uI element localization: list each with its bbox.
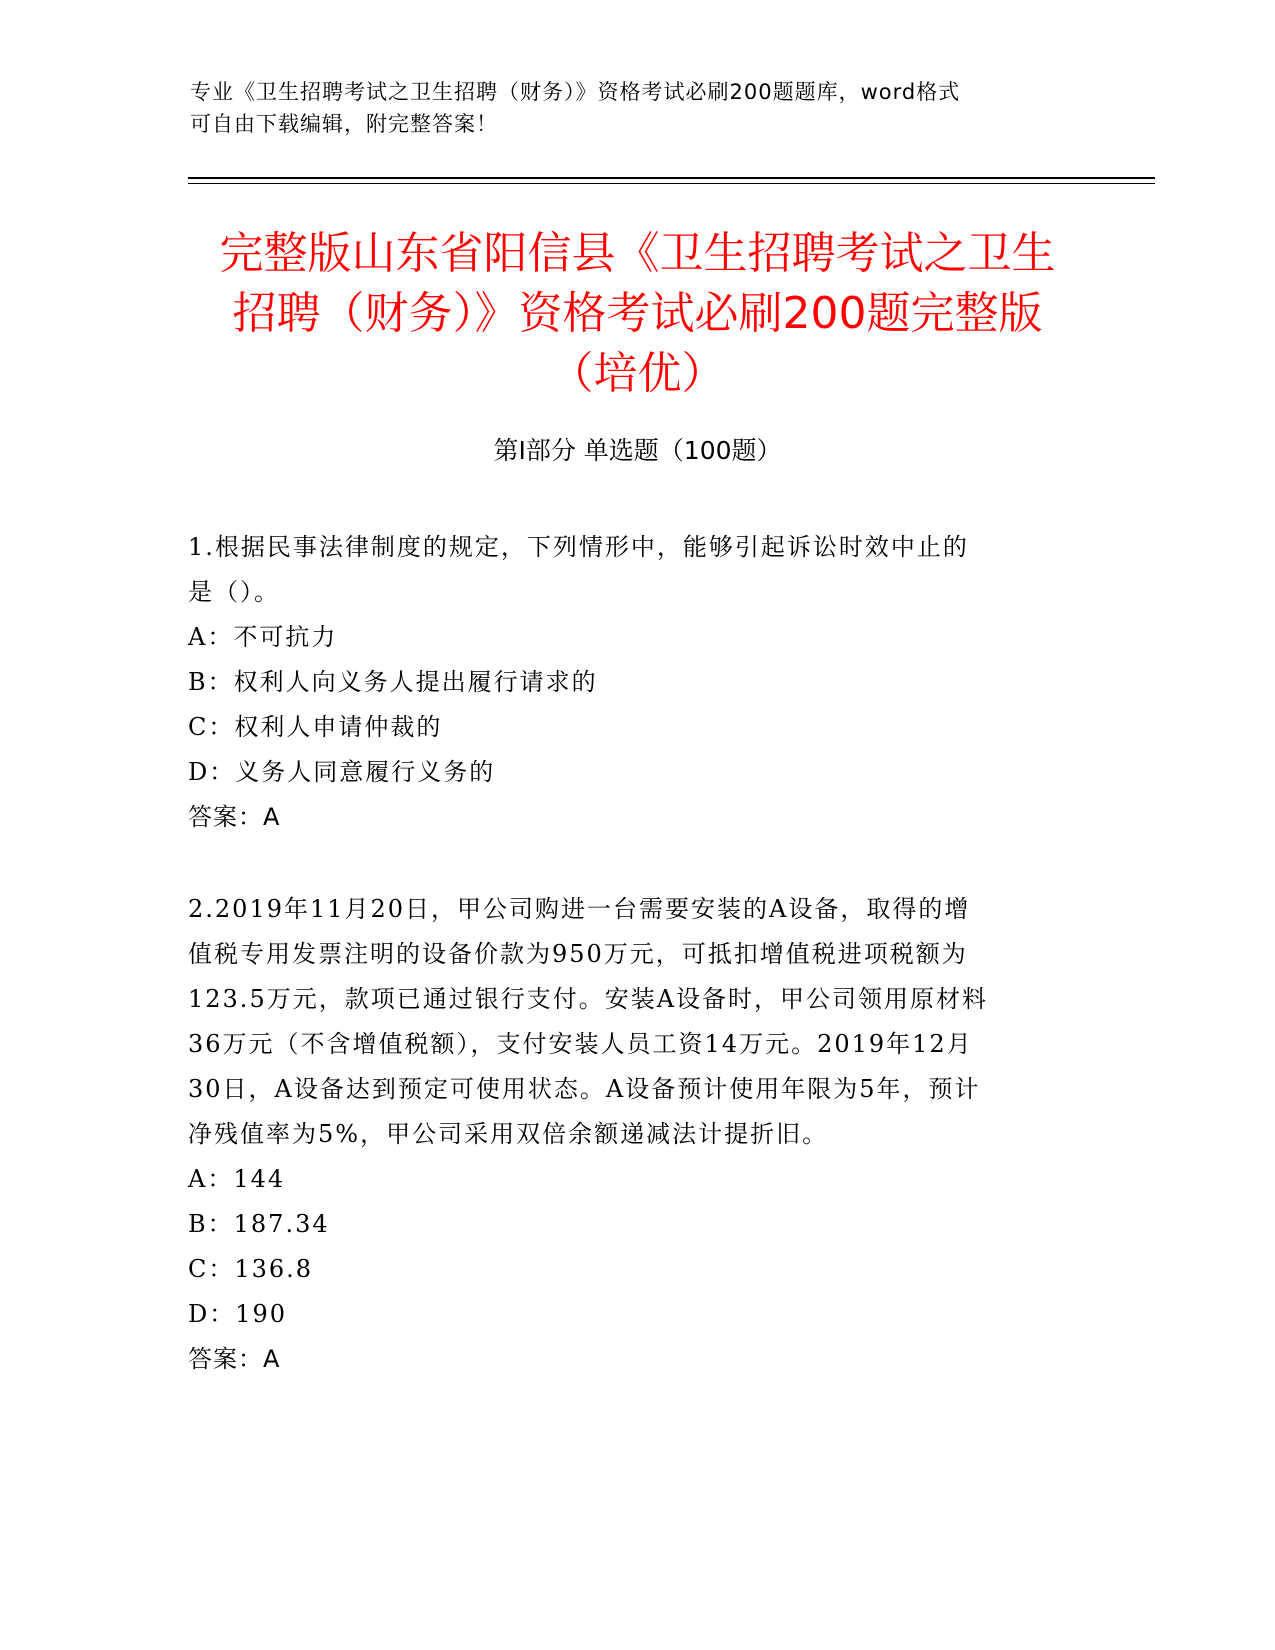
question-stem-line: 2.2019年11月20日，甲公司购进一台需要安装的A设备，取得的增 (188, 895, 971, 923)
option-c: C：136.8 (188, 1255, 314, 1283)
option-a: A：不可抗力 (188, 623, 338, 651)
header-note-line-2: 可自由下载编辑，附完整答案！ (190, 112, 498, 136)
option-d: D：190 (188, 1300, 288, 1328)
header-note (190, 76, 1080, 140)
section-title: 第Ⅰ部分 单选题（100题） (493, 436, 782, 465)
document-title-line-2: 招聘（财务）》资格考试必刷200题完整版 (232, 288, 1043, 339)
header-divider-thin (188, 183, 1155, 184)
option-d: D：义务人同意履行义务的 (188, 758, 496, 786)
question-stem-line: 36万元（不含增值税额），支付安装人员工资14万元。2019年12月 (188, 1030, 973, 1058)
document-title-line-3: （培优） (549, 348, 726, 399)
document-title-line-1: 完整版山东省阳信县《卫生招聘考试之卫生 (219, 228, 1056, 279)
option-b: B：187.34 (188, 1210, 330, 1238)
question-2 (188, 887, 1088, 1382)
header-note-line-1: 专业《卫生招聘考试之卫生招聘（财务）》资格考试必刷200题题库，word格式 (190, 80, 961, 104)
question-stem-line: 是（）。 (188, 578, 280, 606)
question-stem-line: 1.根据民事法律制度的规定，下列情形中，能够引起诉讼时效中止的 (188, 533, 969, 561)
question-stem-line: 净残值率为5%，甲公司采用双倍余额递减法计提折旧。 (188, 1120, 829, 1148)
option-a: A：144 (188, 1165, 286, 1193)
question-1 (188, 525, 1088, 840)
question-stem-line: 值税专用发票注明的设备价款为950万元，可抵扣增值税进项税额为 (188, 940, 968, 968)
option-b: B：权利人向义务人提出履行请求的 (188, 668, 598, 696)
option-c: C：权利人申请仲裁的 (188, 713, 443, 741)
answer: 答案：A (188, 1345, 281, 1373)
question-stem-line: 30日，A设备达到预定可使用状态。A设备预计使用年限为5年，预计 (188, 1075, 981, 1103)
header-divider-thick (188, 177, 1155, 179)
document-title (160, 224, 1115, 404)
answer: 答案：A (188, 803, 281, 831)
question-stem-line: 123.5万元，款项已通过银行支付。安装A设备时，甲公司领用原材料 (188, 985, 989, 1013)
